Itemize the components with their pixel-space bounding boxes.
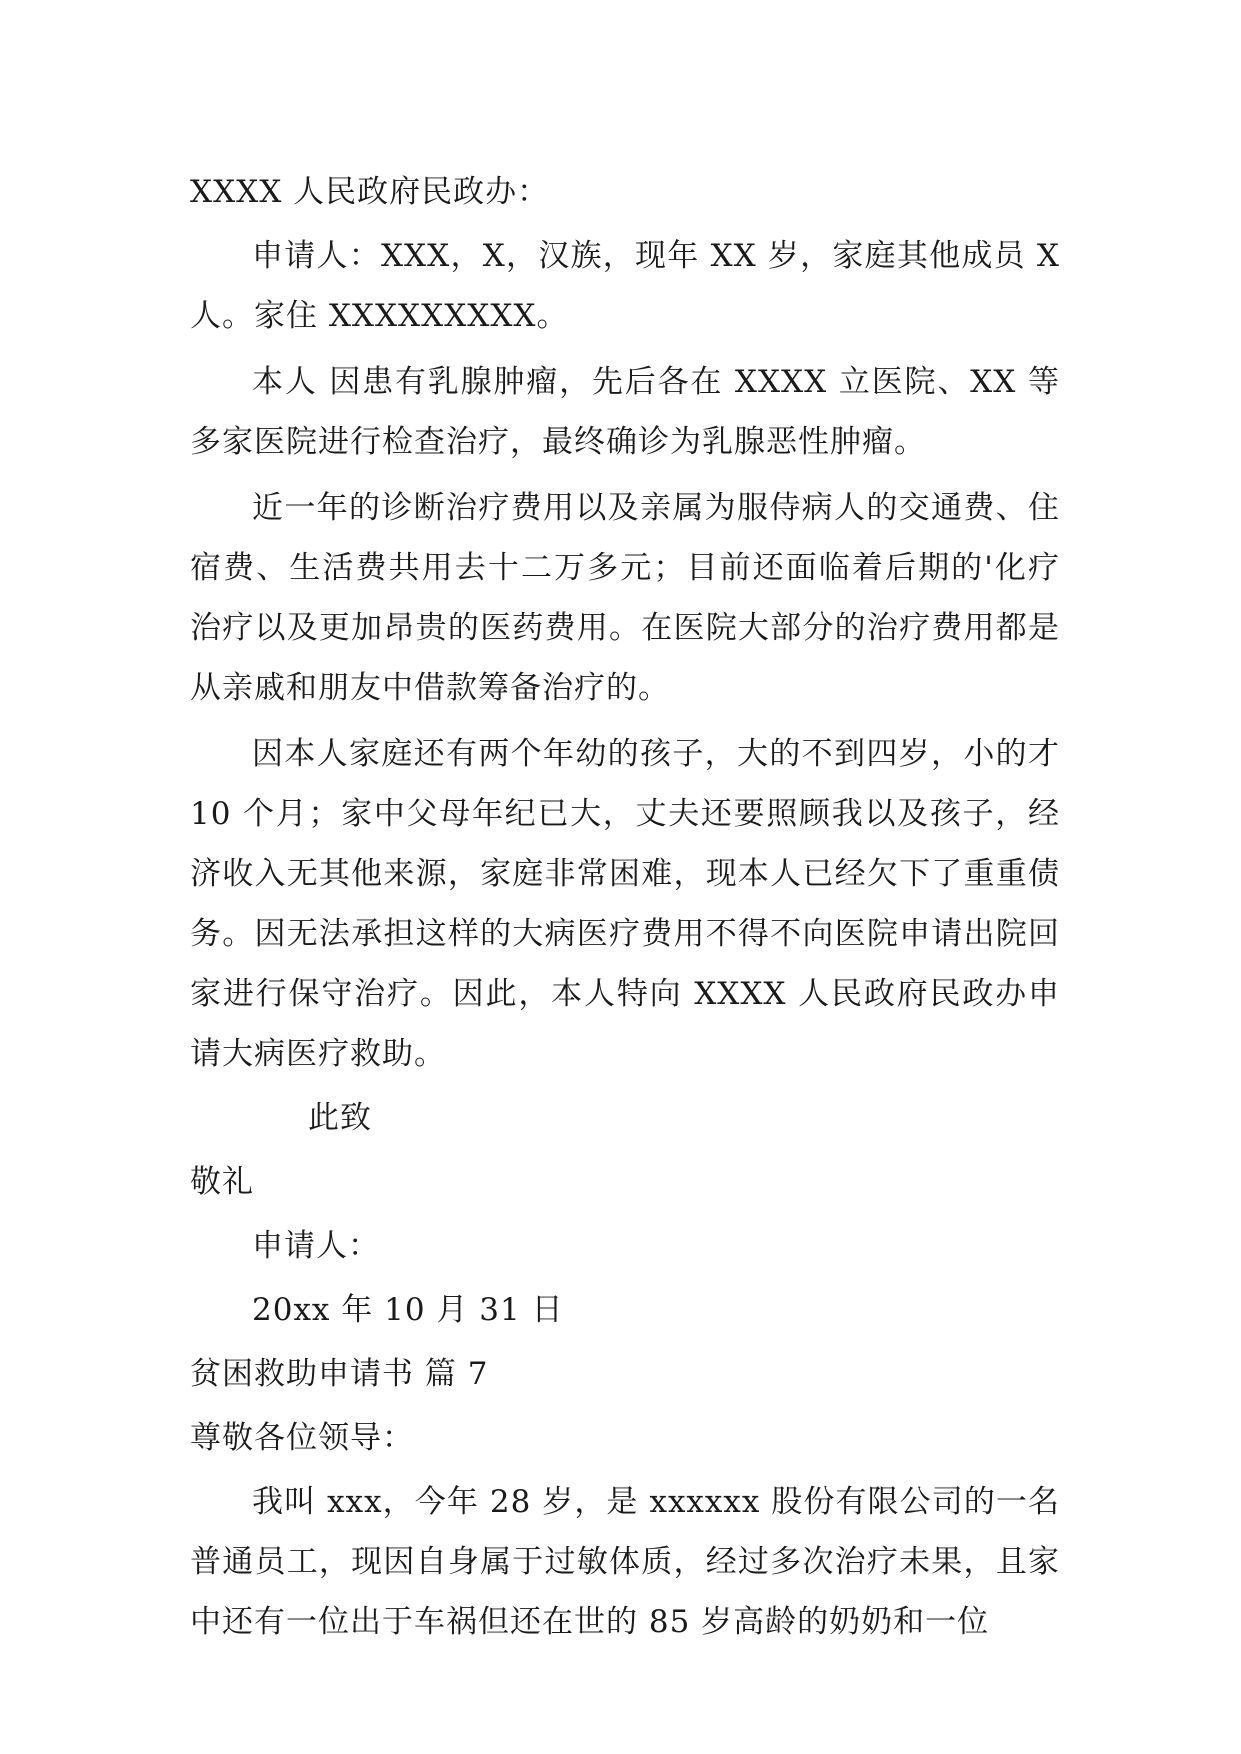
addressee-2: 尊敬各位领导： — [190, 1420, 414, 1456]
closing-salutation: 此致 — [308, 1100, 372, 1136]
closing-regards: 敬礼 — [190, 1164, 254, 1200]
applicant-info-paragraph: 申请人：XXX，X，汉族，现年 XX 岁，家庭其他成员 X 人。家住 XXXXXXXXX。 — [190, 238, 1060, 334]
family-situation-paragraph: 因本人家庭还有两个年幼的孩子，大的不到四岁，小的才 10 个月；家中父母年纪已大，丈夫还要照顾我以及孩子，经济收入无其他来源，家庭非常困难，现本人已经欠下了重重债务。因无法承担这样的大病医疗费用不得不向医院申请出院回家进行保守治疗。因此，本人特向 XXXX 人民政府民政办申请大病医疗救助。 — [190, 736, 1060, 1072]
signature-label: 申请人： — [252, 1228, 380, 1264]
document-body — [190, 162, 1060, 1652]
document-date: 20xx 年 10 月 31 日 — [252, 1292, 564, 1328]
diagnosis-paragraph: 本人 因患有乳腺肿瘤，先后各在 XXXX 立医院、XX 等多家医院进行检查治疗，最终确诊为乳腺恶性肿瘤。 — [190, 364, 1060, 460]
section-title: 贫困救助申请书 篇 7 — [190, 1356, 489, 1392]
self-introduction-paragraph: 我叫 xxx，今年 28 岁，是 xxxxxx 股份有限公司的一名普通员工，现因自身属于过敏体质，经过多次治疗未果，且家中还有一位出于车祸但还在世的 85 岁高龄的奶奶和一位 — [190, 1484, 1060, 1640]
expenses-paragraph: 近一年的诊断治疗费用以及亲属为服侍病人的交通费、住宿费、生活费共用去十二万多元；目前还面临着后期的'化疗治疗以及更加昂贵的医药费用。在医院大部分的治疗费用都是从亲戚和朋友中借款筹备治疗的。 — [190, 490, 1060, 706]
addressee: XXXX 人民政府民政办： — [190, 174, 550, 210]
